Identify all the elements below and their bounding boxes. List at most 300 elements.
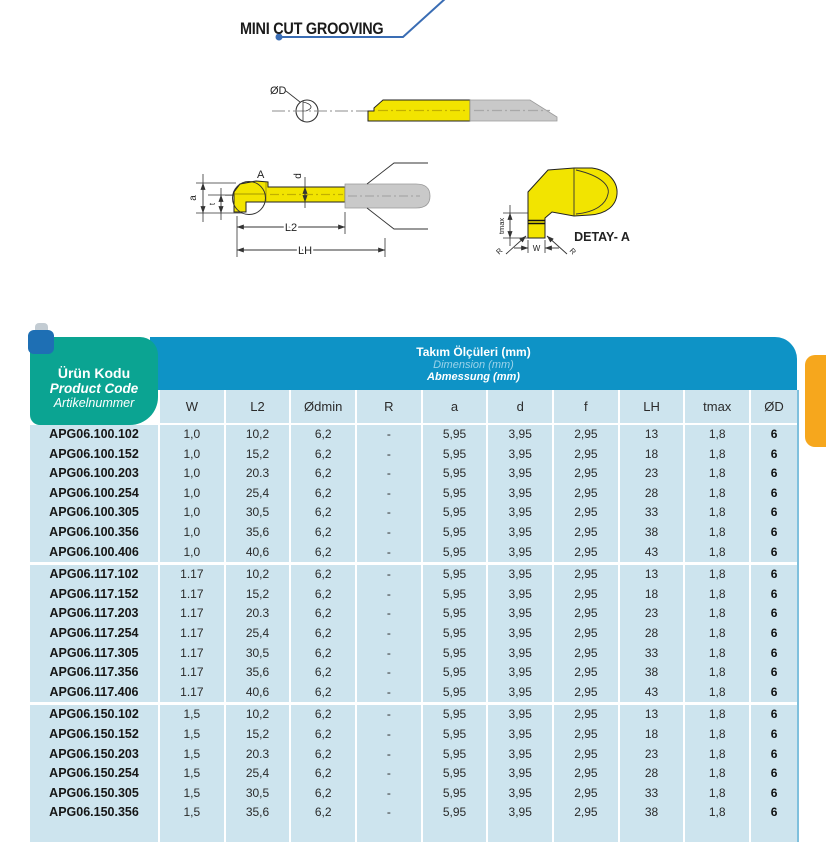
value-cell: 1.17: [160, 644, 224, 664]
value-cell: 5,95: [423, 644, 487, 664]
column-header-a: a: [423, 390, 487, 423]
value-cell: 5,95: [423, 543, 487, 563]
row-group: [30, 425, 797, 562]
value-cell: 3,95: [488, 464, 552, 484]
product-table: [30, 322, 797, 840]
value-cell: 2,95: [554, 644, 618, 664]
value-cell: 6,2: [291, 503, 355, 523]
value-cell: 2,95: [554, 784, 618, 804]
value-cell: 33: [620, 644, 684, 664]
value-cell: 6,2: [291, 543, 355, 563]
table-row: [30, 604, 797, 624]
value-cell: 2,95: [554, 585, 618, 605]
value-cell: 1,8: [685, 745, 749, 765]
value-cell: 6,2: [291, 523, 355, 543]
detail-caption: DETAY- A: [574, 230, 630, 244]
value-cell: [488, 823, 552, 842]
r-label-left: R: [494, 246, 505, 257]
value-cell: 3,95: [488, 503, 552, 523]
value-cell: -: [357, 565, 421, 585]
table-row: [30, 663, 797, 683]
value-cell: 28: [620, 764, 684, 784]
value-cell: 6: [751, 725, 797, 745]
value-cell: 10,2: [226, 565, 290, 585]
r-leader-right: [547, 236, 567, 254]
dimension-header-tr: Takım Ölçüleri (mm): [416, 345, 531, 359]
value-cell: 6: [751, 425, 797, 445]
product-code-cell: APG06.117.406: [30, 683, 158, 703]
column-header-tmax: tmax: [685, 390, 749, 423]
value-cell: 6,2: [291, 764, 355, 784]
product-code-cell: APG06.100.254: [30, 484, 158, 504]
value-cell: 30,5: [226, 644, 290, 664]
column-header-ød: ØD: [751, 390, 797, 423]
column-header-f: f: [554, 390, 618, 423]
value-cell: -: [357, 585, 421, 605]
page-edge-tab: [805, 355, 826, 447]
detail-marker-label: A: [257, 169, 265, 181]
value-cell: 1,8: [685, 803, 749, 823]
value-cell: [291, 823, 355, 842]
product-code-cell: APG06.117.356: [30, 663, 158, 683]
tmax-extension-lines: [503, 213, 528, 238]
value-cell: 3,95: [488, 725, 552, 745]
value-cell: 5,95: [423, 784, 487, 804]
value-cell: 5,95: [423, 585, 487, 605]
value-cell: 5,95: [423, 604, 487, 624]
value-cell: 3,95: [488, 425, 552, 445]
value-cell: 1,8: [685, 644, 749, 664]
value-cell: 10,2: [226, 705, 290, 725]
value-cell: 3,95: [488, 543, 552, 563]
value-cell: [226, 823, 290, 842]
table-row: [30, 683, 797, 703]
value-cell: 1,0: [160, 503, 224, 523]
value-cell: 6: [751, 503, 797, 523]
value-cell: 1.17: [160, 565, 224, 585]
value-cell: 6: [751, 644, 797, 664]
table-row: [30, 464, 797, 484]
page-title: MINI CUT GROOVING: [240, 19, 384, 38]
value-cell: 2,95: [554, 565, 618, 585]
table-row: [30, 585, 797, 605]
product-code-header-tr: Ürün Kodu: [57, 365, 131, 381]
value-cell: 20.3: [226, 745, 290, 765]
value-cell: 5,95: [423, 764, 487, 784]
lh-label: LH: [297, 245, 313, 257]
value-cell: 2,95: [554, 624, 618, 644]
a-label: a: [188, 195, 199, 201]
value-cell: 40,6: [226, 543, 290, 563]
diameter-label: ØD: [270, 85, 287, 97]
value-cell: -: [357, 784, 421, 804]
value-cell: 6,2: [291, 745, 355, 765]
value-cell: 35,6: [226, 803, 290, 823]
value-cell: 5,95: [423, 565, 487, 585]
column-header-l2: L2: [226, 390, 290, 423]
value-cell: 6: [751, 543, 797, 563]
table-row: [30, 823, 797, 842]
value-cell: 6,2: [291, 585, 355, 605]
value-cell: 1,8: [685, 464, 749, 484]
value-cell: 1.17: [160, 585, 224, 605]
value-cell: 5,95: [423, 425, 487, 445]
value-cell: 1,5: [160, 784, 224, 804]
product-code-cell: APG06.100.305: [30, 503, 158, 523]
value-cell: 1,8: [685, 663, 749, 683]
t-label: t: [208, 202, 217, 206]
value-cell: 5,95: [423, 663, 487, 683]
value-cell: 3,95: [488, 565, 552, 585]
value-cell: 3,95: [488, 523, 552, 543]
value-cell: 33: [620, 503, 684, 523]
value-cell: 3,95: [488, 644, 552, 664]
product-code-cell: APG06.100.203: [30, 464, 158, 484]
value-cell: 6: [751, 484, 797, 504]
value-cell: 43: [620, 543, 684, 563]
tool-top-view-drawing: [250, 75, 570, 135]
value-cell: 28: [620, 624, 684, 644]
value-cell: [685, 823, 749, 842]
r-leader-left: [506, 236, 526, 254]
value-cell: 38: [620, 523, 684, 543]
value-cell: 35,6: [226, 663, 290, 683]
value-cell: [160, 823, 224, 842]
table-row: [30, 565, 797, 585]
value-cell: 6: [751, 445, 797, 465]
value-cell: 15,2: [226, 725, 290, 745]
table-row: [30, 543, 797, 563]
value-cell: 6,2: [291, 565, 355, 585]
value-cell: 43: [620, 683, 684, 703]
value-cell: 6,2: [291, 484, 355, 504]
value-cell: 23: [620, 464, 684, 484]
value-cell: [357, 823, 421, 842]
value-cell: 1,8: [685, 764, 749, 784]
value-cell: 1,8: [685, 585, 749, 605]
value-cell: 1,8: [685, 683, 749, 703]
value-cell: 6: [751, 624, 797, 644]
value-cell: 1,0: [160, 445, 224, 465]
value-cell: 3,95: [488, 445, 552, 465]
tmax-label: tmax: [497, 217, 506, 235]
value-cell: -: [357, 425, 421, 445]
table-header-band: [150, 337, 797, 390]
value-cell: 3,95: [488, 705, 552, 725]
value-cell: 1,5: [160, 705, 224, 725]
product-code-cell: APG06.117.152: [30, 585, 158, 605]
value-cell: -: [357, 624, 421, 644]
table-body: [30, 425, 797, 842]
product-code-cell: APG06.150.356: [30, 803, 158, 823]
value-cell: 6,2: [291, 803, 355, 823]
value-cell: 6,2: [291, 644, 355, 664]
detail-view: [494, 168, 630, 257]
value-cell: 1,8: [685, 543, 749, 563]
value-cell: -: [357, 543, 421, 563]
column-header-row: [160, 390, 797, 423]
value-cell: 6: [751, 663, 797, 683]
value-cell: -: [357, 725, 421, 745]
leader-line: [286, 91, 300, 102]
value-cell: 5,95: [423, 705, 487, 725]
value-cell: 3,95: [488, 663, 552, 683]
column-header-d: d: [488, 390, 552, 423]
value-cell: 5,95: [423, 484, 487, 504]
product-code-cell: APG06.100.406: [30, 543, 158, 563]
value-cell: 3,95: [488, 784, 552, 804]
value-cell: -: [357, 705, 421, 725]
d-label: d: [293, 173, 304, 179]
product-code-cell: APG06.150.152: [30, 725, 158, 745]
value-cell: -: [357, 803, 421, 823]
value-cell: 30,5: [226, 503, 290, 523]
value-cell: 1.17: [160, 624, 224, 644]
value-cell: 5,95: [423, 523, 487, 543]
value-cell: 1,8: [685, 784, 749, 804]
value-cell: 1,0: [160, 464, 224, 484]
value-cell: 6,2: [291, 725, 355, 745]
value-cell: 1,0: [160, 484, 224, 504]
value-cell: 1,8: [685, 523, 749, 543]
product-code-header-en: Product Code: [49, 381, 139, 396]
value-cell: 13: [620, 425, 684, 445]
table-row: [30, 764, 797, 784]
table-row: [30, 624, 797, 644]
value-cell: 1,8: [685, 445, 749, 465]
value-cell: 1.17: [160, 604, 224, 624]
column-header-r: R: [357, 390, 421, 423]
value-cell: 1.17: [160, 663, 224, 683]
value-cell: 6,2: [291, 445, 355, 465]
value-cell: 2,95: [554, 503, 618, 523]
value-cell: 40,6: [226, 683, 290, 703]
value-cell: 20.3: [226, 604, 290, 624]
product-code-cell: APG06.100.102: [30, 425, 158, 445]
product-code-cell: APG06.150.305: [30, 784, 158, 804]
product-code-cell: APG06.117.305: [30, 644, 158, 664]
value-cell: 5,95: [423, 725, 487, 745]
value-cell: 6: [751, 565, 797, 585]
value-cell: -: [357, 745, 421, 765]
product-code-cell: APG06.100.356: [30, 523, 158, 543]
value-cell: 6: [751, 604, 797, 624]
table-row: [30, 784, 797, 804]
value-cell: 1,5: [160, 803, 224, 823]
value-cell: 1,5: [160, 745, 224, 765]
value-cell: -: [357, 604, 421, 624]
value-cell: -: [357, 503, 421, 523]
value-cell: 1,0: [160, 523, 224, 543]
table-row: [30, 425, 797, 445]
value-cell: 33: [620, 784, 684, 804]
value-cell: 2,95: [554, 425, 618, 445]
product-code-cell: [30, 823, 158, 842]
row-group: [30, 705, 797, 842]
value-cell: 38: [620, 663, 684, 683]
value-cell: 3,95: [488, 624, 552, 644]
value-cell: 6,2: [291, 705, 355, 725]
value-cell: 6: [751, 803, 797, 823]
value-cell: -: [357, 663, 421, 683]
table-right-border: [797, 390, 799, 842]
value-cell: 18: [620, 585, 684, 605]
value-cell: 38: [620, 803, 684, 823]
dimension-header-en: Dimension (mm): [433, 359, 514, 371]
value-cell: 2,95: [554, 764, 618, 784]
value-cell: -: [357, 464, 421, 484]
table-row: [30, 725, 797, 745]
column-header-w: W: [160, 390, 224, 423]
table-row: [30, 705, 797, 725]
value-cell: 6: [751, 585, 797, 605]
value-cell: 2,95: [554, 683, 618, 703]
value-cell: 18: [620, 725, 684, 745]
value-cell: 1,8: [685, 484, 749, 504]
value-cell: 5,95: [423, 803, 487, 823]
cutter-body-yellow: [234, 181, 345, 212]
product-code-header-de: Artikelnummer: [53, 396, 135, 410]
value-cell: 1.17: [160, 683, 224, 703]
value-cell: 2,95: [554, 445, 618, 465]
r-label-right: R: [567, 246, 578, 257]
value-cell: 2,95: [554, 523, 618, 543]
value-cell: 1,0: [160, 425, 224, 445]
value-cell: 6,2: [291, 663, 355, 683]
value-cell: 5,95: [423, 683, 487, 703]
product-code-cell: APG06.150.203: [30, 745, 158, 765]
column-header-ødmin: Ødmin: [291, 390, 355, 423]
value-cell: 3,95: [488, 484, 552, 504]
row-group: [30, 565, 797, 702]
table-row: [30, 803, 797, 823]
value-cell: 1,8: [685, 503, 749, 523]
value-cell: 6: [751, 745, 797, 765]
value-cell: 2,95: [554, 543, 618, 563]
value-cell: 3,95: [488, 745, 552, 765]
value-cell: 1,0: [160, 543, 224, 563]
value-cell: 23: [620, 745, 684, 765]
value-cell: 1,8: [685, 624, 749, 644]
value-cell: 25,4: [226, 764, 290, 784]
value-cell: 6: [751, 764, 797, 784]
value-cell: 5,95: [423, 464, 487, 484]
value-cell: -: [357, 683, 421, 703]
value-cell: 30,5: [226, 784, 290, 804]
value-cell: 2,95: [554, 803, 618, 823]
value-cell: [620, 823, 684, 842]
value-cell: -: [357, 523, 421, 543]
value-cell: 23: [620, 604, 684, 624]
value-cell: 6,2: [291, 464, 355, 484]
value-cell: 3,95: [488, 585, 552, 605]
value-cell: 35,6: [226, 523, 290, 543]
value-cell: 25,4: [226, 484, 290, 504]
table-row: [30, 644, 797, 664]
value-cell: 6: [751, 464, 797, 484]
value-cell: 6,2: [291, 784, 355, 804]
value-cell: 5,95: [423, 445, 487, 465]
product-code-cell: APG06.117.102: [30, 565, 158, 585]
value-cell: 1,8: [685, 425, 749, 445]
product-code-cell: APG06.100.152: [30, 445, 158, 465]
value-cell: 3,95: [488, 764, 552, 784]
value-cell: -: [357, 484, 421, 504]
value-cell: 6: [751, 523, 797, 543]
value-cell: -: [357, 644, 421, 664]
product-code-cell: APG06.117.203: [30, 604, 158, 624]
table-row: [30, 523, 797, 543]
value-cell: 3,95: [488, 683, 552, 703]
value-cell: 2,95: [554, 725, 618, 745]
value-cell: 2,95: [554, 745, 618, 765]
value-cell: 1,8: [685, 604, 749, 624]
value-cell: 1,8: [685, 725, 749, 745]
value-cell: 2,95: [554, 464, 618, 484]
value-cell: 6: [751, 683, 797, 703]
table-row: [30, 745, 797, 765]
value-cell: 6,2: [291, 624, 355, 644]
value-cell: 6,2: [291, 604, 355, 624]
value-cell: 3,95: [488, 803, 552, 823]
value-cell: 15,2: [226, 445, 290, 465]
value-cell: 2,95: [554, 663, 618, 683]
column-header-lh: LH: [620, 390, 684, 423]
w-label: W: [532, 244, 541, 253]
product-code-cell: APG06.117.254: [30, 624, 158, 644]
table-row: [30, 503, 797, 523]
value-cell: 2,95: [554, 484, 618, 504]
value-cell: 6,2: [291, 683, 355, 703]
value-cell: 1,5: [160, 764, 224, 784]
dimension-header-de: Abmessung (mm): [427, 371, 520, 383]
value-cell: 2,95: [554, 604, 618, 624]
value-cell: 13: [620, 705, 684, 725]
table-row: [30, 484, 797, 504]
value-cell: 2,95: [554, 705, 618, 725]
tag-icon-body: [28, 330, 54, 354]
value-cell: [423, 823, 487, 842]
product-code-cell: APG06.150.254: [30, 764, 158, 784]
product-code-cell: APG06.150.102: [30, 705, 158, 725]
value-cell: 3,95: [488, 604, 552, 624]
value-cell: 5,95: [423, 503, 487, 523]
catalog-tag-icon: [28, 323, 58, 355]
value-cell: 6: [751, 784, 797, 804]
value-cell: -: [357, 764, 421, 784]
value-cell: 5,95: [423, 624, 487, 644]
value-cell: 1,8: [685, 565, 749, 585]
value-cell: 20.3: [226, 464, 290, 484]
value-cell: 10,2: [226, 425, 290, 445]
value-cell: 25,4: [226, 624, 290, 644]
value-cell: [554, 823, 618, 842]
value-cell: 1,8: [685, 705, 749, 725]
value-cell: 28: [620, 484, 684, 504]
value-cell: 13: [620, 565, 684, 585]
table-row: [30, 445, 797, 465]
value-cell: 18: [620, 445, 684, 465]
value-cell: 1,5: [160, 725, 224, 745]
l2-label: L2: [284, 222, 298, 234]
value-cell: 5,95: [423, 745, 487, 765]
value-cell: -: [357, 445, 421, 465]
value-cell: 15,2: [226, 585, 290, 605]
value-cell: 6,2: [291, 425, 355, 445]
tool-side-and-detail-drawing: [170, 150, 660, 285]
value-cell: [751, 823, 797, 842]
value-cell: 6: [751, 705, 797, 725]
